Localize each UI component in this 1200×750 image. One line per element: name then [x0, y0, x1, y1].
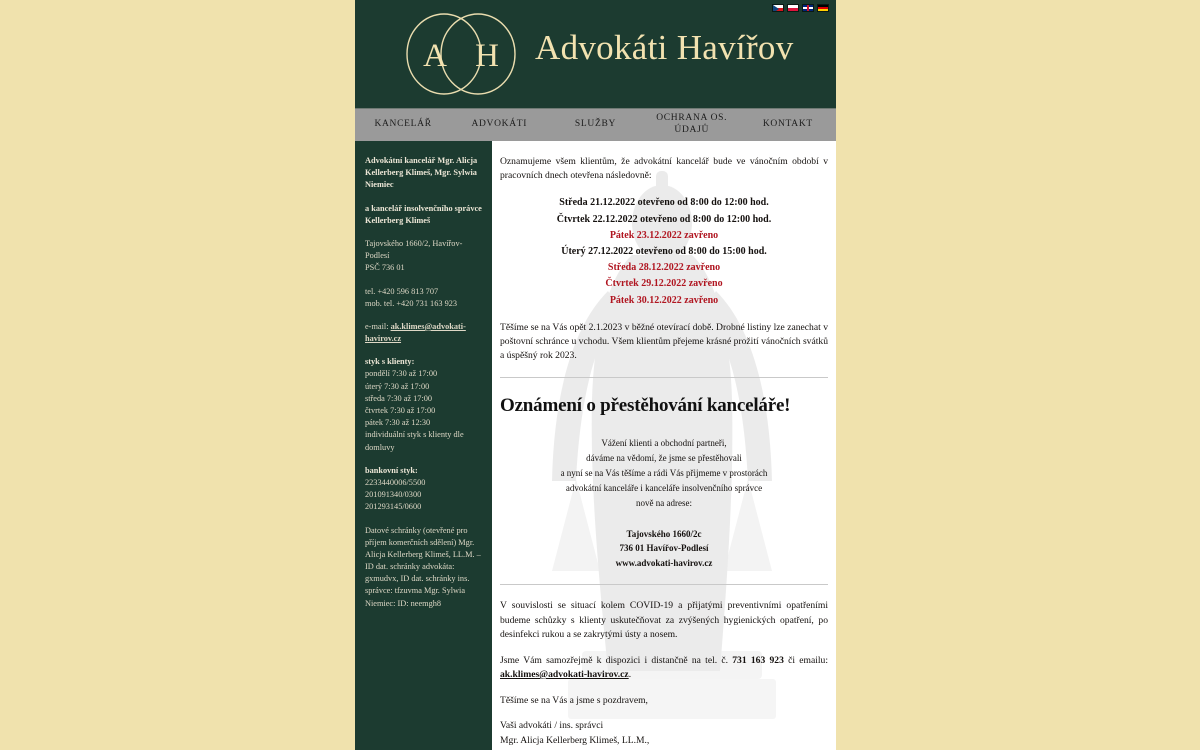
flag-uk-icon[interactable] [802, 4, 814, 12]
hours-row: Čtvrtek 29.12.2022 zavřeno [605, 278, 723, 290]
section-divider-2 [500, 584, 828, 585]
new-address-website[interactable]: www.advokati-havirov.cz [615, 557, 713, 568]
sidebar-address-zip: PSČ 736 01 [365, 263, 405, 273]
sidebar-hours-friday: pátek 7:30 až 12:30 [365, 418, 431, 428]
signature-name: Mgr. Alicja Kellerberg Klimeš, LL.M., [500, 734, 650, 746]
sidebar-phones [365, 286, 483, 310]
language-switcher[interactable] [772, 4, 829, 12]
covid-notice: V souvislosti se situací kolem COVID-19 a přijatými preventivními opatřeními budeme schůzky s klienty uskutečňovat za zvýšených hygienických opatření, po desinfekci rukou a se zakrytými ústy a nosem. [500, 600, 828, 640]
relocation-heading: Oznámení o přestěhování kanceláře! [500, 395, 791, 417]
notice-outro: Těšíme se na Vás opět 2.1.2023 v běžné otevírací době. Drobné listiny lze zanechat v poštovní schránce u vchodu. Všem klientům přejeme krásné prožití vánočních svátků a úspěšný rok 2023. [500, 321, 828, 362]
main-content [492, 141, 836, 750]
flag-de-icon[interactable] [817, 4, 829, 12]
logo-letter-h: H [475, 38, 499, 74]
sidebar-email-row [365, 321, 483, 345]
remote-contact-pre: Jsme Vám samozřejmě k dispozici i distančně na tel. č. [500, 654, 733, 666]
sidebar-insolvency-office: a kancelář insolvenčního správce Kellerberg Klimeš [365, 203, 482, 225]
main-navigation[interactable] [355, 108, 836, 141]
sidebar-email-link[interactable]: ak.klimes@advokati-havirov.cz [365, 321, 466, 344]
sidebar-tel: tel. +420 596 813 707 [365, 286, 439, 296]
remote-contact-mid: či emailu: [783, 654, 829, 666]
relocation-line: a nyní se na Vás těšíme a rádi Vás přijmeme v prostorách [560, 468, 768, 479]
sidebar [355, 141, 492, 750]
new-address-city: 736 01 Havířov-Podlesí [619, 543, 709, 554]
remote-contact-post: . [628, 669, 632, 681]
nav-item-kontakt[interactable]: KONTAKT [762, 119, 813, 130]
hours-row: Pátek 23.12.2022 zavřeno [609, 229, 719, 241]
relocation-line: advokátní kanceláře i kanceláře insolvenčního správce [565, 482, 763, 493]
remote-contact-notice [500, 654, 828, 682]
hours-row: Pátek 30.12.2022 zavřeno [609, 294, 719, 306]
sidebar-hours-note: individuální styk s klienty dle domluvy [365, 430, 464, 452]
sidebar-address [365, 238, 483, 275]
site-logo[interactable] [399, 10, 523, 98]
nav-item-sluzby[interactable]: SLUŽBY [574, 119, 617, 130]
flag-pl-icon[interactable] [787, 4, 799, 12]
sidebar-bank-details [365, 465, 483, 514]
site-header [355, 0, 836, 108]
remote-contact-phone: 731 163 923 [732, 654, 784, 666]
relocation-line: dáváme na vědomí, že jsme se přestěhovali [586, 453, 742, 464]
content-body [500, 155, 828, 748]
section-divider-1 [500, 377, 828, 378]
hours-row: Středa 21.12.2022 otevřeno od 8:00 do 12:00 hod. [559, 197, 769, 209]
sidebar-hours-heading: styk s klienty: [365, 357, 415, 367]
nav-item-kancelar[interactable]: KANCELÁŘ [374, 119, 432, 130]
site-page [355, 0, 836, 750]
sidebar-hours-wednesday: středa 7:30 až 17:00 [365, 393, 433, 403]
nav-item-advokati[interactable]: ADVOKÁTI [471, 119, 528, 130]
sidebar-email-label: e-mail: [365, 321, 391, 331]
sidebar-bank-account-3: 201293145/0600 [365, 502, 422, 512]
sidebar-bank-heading: bankovní styk: [365, 465, 418, 475]
signature-block [500, 719, 828, 747]
sidebar-databox: Datové schránky (otevřené pro příjem komerčních sdělení) Mgr. Alicja Kellerberg Klimeš, LL.M. – ID dat. schránky advokáta: gxmudvx, ID dat. schránky ins. správce: tfzuvma Mgr. Sylwia Niemiec: ID: neemgh8 [365, 525, 481, 608]
closing-regards: Těšíme se na Vás a jsme s pozdravem, [500, 695, 648, 707]
page-title: Advokáti Havířov [535, 28, 794, 67]
new-address-block [500, 527, 828, 571]
hours-row: Čtvrtek 22.12.2022 otevřeno od 8:00 do 12:00 hod. [556, 213, 772, 225]
relocation-line: Vážení klienti a obchodní partneři, [601, 438, 727, 449]
signature-role: Vaši advokáti / ins. správci [500, 720, 604, 732]
logo-letter-a: A [423, 38, 447, 74]
hours-row: Úterý 27.12.2022 otevřeno od 8:00 do 15:00 hod. [561, 245, 767, 257]
sidebar-office-hours [365, 356, 483, 454]
sidebar-hours-thursday: čtvrtek 7:30 až 17:00 [365, 406, 436, 415]
relocation-line: nově na adrese: [636, 497, 692, 508]
page-columns [355, 141, 836, 750]
sidebar-bank-account-1: 2233440006/5500 [365, 477, 426, 487]
notice-intro: Oznamujeme všem klientům, že advokátní kancelář bude ve vánočním období v pracovních dnech otevřena následovně: [500, 156, 828, 182]
sidebar-mobile: mob. tel. +420 731 163 923 [365, 298, 458, 308]
remote-contact-email[interactable]: ak.klimes@advokati-havirov.cz [500, 669, 629, 681]
sidebar-hours-tuesday: úterý 7:30 až 17:00 [365, 381, 430, 391]
hours-row: Středa 28.12.2022 zavřeno [607, 262, 721, 274]
sidebar-bank-account-2: 201091340/0300 [365, 490, 422, 500]
relocation-message [500, 436, 828, 510]
christmas-hours-list [500, 195, 828, 308]
sidebar-address-street: Tajovského 1660/2, Havířov-Podlesí [365, 238, 463, 261]
sidebar-hours-monday: pondělí 7:30 až 17:00 [365, 369, 438, 379]
new-address-street: Tajovského 1660/2c [626, 528, 702, 539]
nav-item-ochrana-os-udaju[interactable]: OCHRANA OS. ÚDAJŮ [656, 113, 728, 135]
sidebar-firm-name: Advokátní kancelář Mgr. Alicja Kellerberg Klimeš, Mgr. Sylwia Niemiec [365, 156, 478, 190]
flag-cz-icon[interactable] [772, 4, 784, 12]
